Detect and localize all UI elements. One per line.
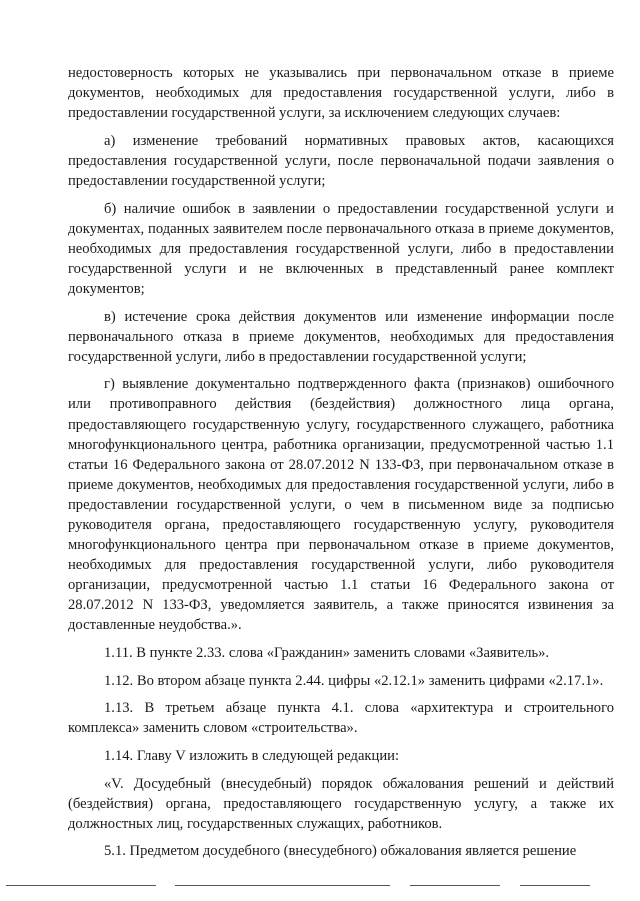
paragraph-3: б) наличие ошибок в заявлении о предоставлении государственной услуги и документах, поданных заявителем после первоначального отказа в приеме документов, необходимых для предоставления государственной услуги, либо в предоставлении государственной услуги и не включенных в представленный ранее комплект документов;	[68, 200, 614, 297]
paragraph-2: а) изменение требований нормативных правовых актов, касающихся предоставления государственной услуги, после первоначальной подачи заявления о предоставлении государственной услуги;	[68, 132, 614, 189]
paragraph-4: в) истечение срока действия документов или изменение информации после первоначального отказа в приеме документов, необходимых для предоставления государственной услуги, либо в предоставлении государственной услуги;	[68, 308, 614, 365]
scan-edge-line	[0, 881, 640, 891]
paragraph-7: 1.12. Во втором абзаце пункта 2.44. цифры «2.12.1» заменить цифрами «2.17.1».	[104, 672, 604, 689]
paragraph-11: 5.1. Предметом досудебного (внесудебного) обжалования является решение	[104, 843, 577, 860]
paragraph-8: 1.13. В третьем абзаце пункта 4.1. слова «архитектура и строительного комплекса» заменить словом «строительства».	[68, 700, 614, 737]
paragraph-10: «V. Досудебный (внесудебный) порядок обжалования решений и действий (бездействия) органа, предоставляющего государственную услугу, а также их должностных лиц, государственных служащих, работников.	[68, 775, 614, 832]
paragraph-9: 1.14. Главу V изложить в следующей редакции:	[104, 747, 400, 764]
paragraph-6: 1.11. В пункте 2.33. слова «Гражданин» заменить словами «Заявитель».	[104, 645, 550, 662]
paragraph-5: г) выявление документально подтвержденного факта (признаков) ошибочного или противоправного действия (бездействия) должностного лица органа, предоставляющего государственную услугу, государственного служащего, работника многофункционального центра, работника организации, предусмотренной частью 1.1 статьи 16 Федерального закона от 28.07.2012 N 133-ФЗ, при первоначальном отказе в приеме документов, необходимых для предоставления государственной услуги, либо в предоставлении государственной услуги, о чем в письменном виде за подписью руководителя органа, предоставляющего государственную услугу, руководителя многофункционального центра при первоначальном отказе в приеме документов, необходимых для предоставления государственной услуги, либо руководителя организации, предусмотренной частью 1.1 статьи 16 Федерального закона от 28.07.2012 N 133-ФЗ, уведомляется заявитель, а также приносятся извинения за доставленные неудобства.».	[68, 376, 614, 634]
paragraph-1: недостоверность которых не указывались при первоначальном отказе в приеме документов, необходимых для предоставления государственной услуги, либо в предоставлении государственной услуги, за исключением следующих случаев:	[68, 65, 614, 122]
